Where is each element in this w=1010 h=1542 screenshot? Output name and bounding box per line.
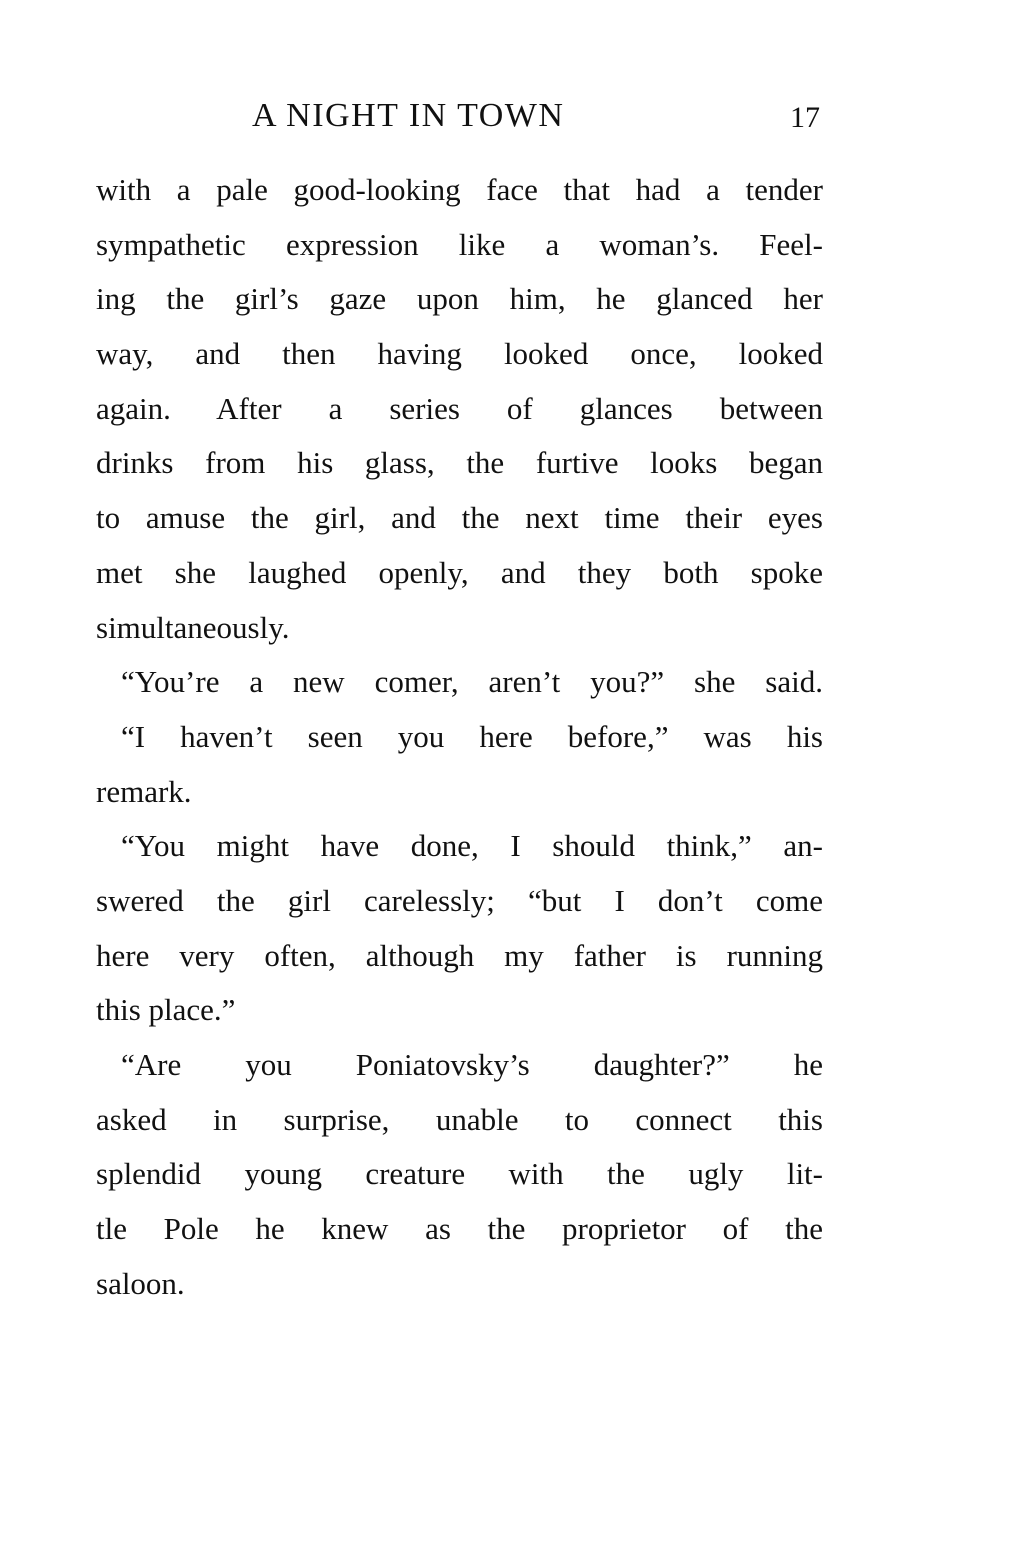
text-line: “Are you Poniatovsky’s daughter?” he bbox=[121, 1047, 823, 1082]
text-line: this place.” bbox=[96, 992, 236, 1028]
text-line: splendid young creature with the ugly lit- bbox=[96, 1156, 823, 1192]
page-number: 17 bbox=[790, 101, 820, 134]
text-line: drinks from his glass, the furtive looks began bbox=[96, 445, 823, 481]
text-line: here very often, although my father is running bbox=[96, 937, 823, 973]
text-line: again. After a series of glances between bbox=[96, 390, 823, 426]
text-line: remark. bbox=[96, 773, 192, 809]
text-line: tle Pole he knew as the proprietor of the bbox=[96, 1211, 823, 1247]
text-line: saloon. bbox=[96, 1265, 185, 1301]
text-line: swered the girl carelessly; “but I don’t come bbox=[96, 882, 823, 918]
text-line: to amuse the girl, and the next time their eyes bbox=[96, 500, 823, 536]
text-line: met she laughed openly, and they both spoke bbox=[96, 554, 823, 590]
text-line: “You’re a new comer, aren’t you?” she said. bbox=[121, 664, 823, 700]
text-line: asked in surprise, unable to connect this bbox=[96, 1101, 823, 1137]
text-line: with a pale good-looking face that had a tender bbox=[96, 172, 823, 207]
text-line: simultaneously. bbox=[96, 609, 290, 645]
text-line: ing the girl’s gaze upon him, he glanced her bbox=[96, 281, 823, 317]
text-line: “I haven’t seen you here before,” was his bbox=[121, 718, 823, 754]
running-head-title: A NIGHT IN TOWN bbox=[252, 97, 565, 134]
text-line: sympathetic expression like a woman’s. Feel- bbox=[96, 226, 823, 262]
body-text bbox=[96, 163, 823, 1311]
text-line: way, and then having looked once, looked bbox=[96, 336, 823, 372]
text-line: “You might have done, I should think,” an- bbox=[121, 828, 823, 864]
